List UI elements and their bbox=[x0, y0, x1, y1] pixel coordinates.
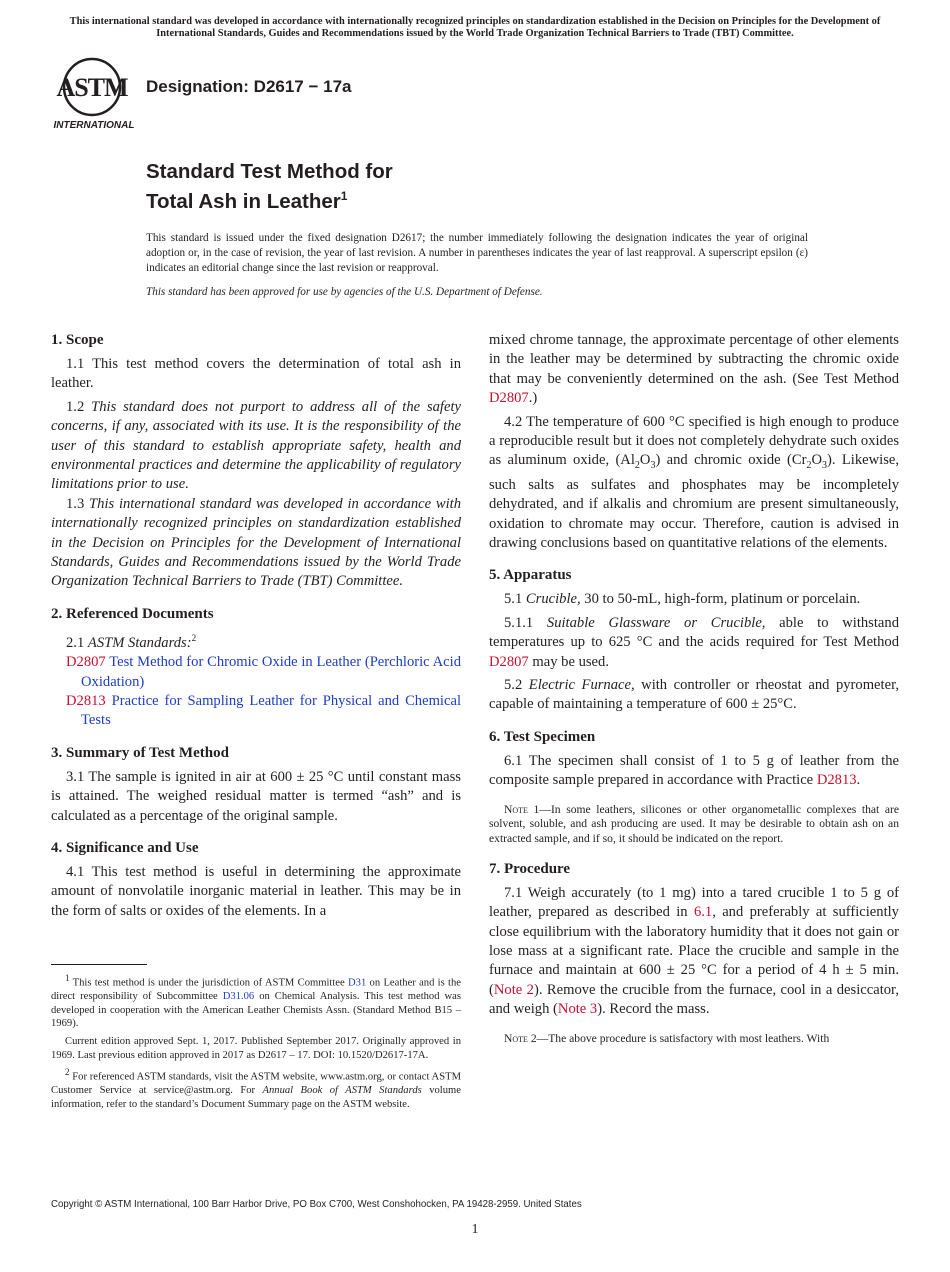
para-4-2 bbox=[489, 413, 899, 554]
footnote-2-text-a: For referenced ASTM standards, visit the ASTM website, www.astm.org, or contact ASTM Customer Service at service@astm.org. For bbox=[51, 1071, 461, 1097]
para-6-1-end: . bbox=[856, 772, 861, 789]
para-5-1-1-term: Suitable Glassware or Crucible, bbox=[546, 614, 766, 631]
ref-d2807 bbox=[51, 653, 461, 692]
top-notice: This international standard was developed in accordance with internationally recognized principles on standardization established in the Decision on Principles for the Development of International Standards, Guides and Recommendations issued by the World Trade Organization Technical Barriers to Trade (TBT) Committee. bbox=[69, 16, 881, 39]
d2807-link-4-1[interactable]: D2807 bbox=[489, 390, 529, 407]
logo-sub: INTERNATIONAL bbox=[53, 120, 135, 131]
note-2-label: Note 2 bbox=[504, 1031, 537, 1045]
footnote-1-text-a: This test method is under the jurisdiction of ASTM Committee bbox=[69, 977, 349, 989]
para-5-2-text: with controller or rheostat and pyrometer, capable of maintaining a temperature of 600 ± 25°C. bbox=[489, 677, 899, 713]
al-sub-2: 2 bbox=[634, 460, 640, 472]
footnotes bbox=[51, 972, 461, 1115]
section-2-heading: 2. Referenced Documents bbox=[51, 605, 214, 622]
para-1-1: 1.1 This test method covers the determination of total ash in leather. bbox=[51, 356, 461, 392]
para-5-1 bbox=[489, 590, 899, 609]
section-3-heading: 3. Summary of Test Method bbox=[51, 744, 229, 761]
section-6-heading: 6. Test Specimen bbox=[489, 728, 596, 745]
para-5-1-1-num: 5.1.1 bbox=[504, 614, 534, 631]
para-5-2-term: Electric Furnace, bbox=[528, 677, 635, 693]
note-2 bbox=[489, 1032, 899, 1047]
section-5-heading: 5. Apparatus bbox=[489, 567, 572, 584]
ref-d2807-code-link[interactable]: D2807 bbox=[66, 654, 106, 671]
para-3-1: 3.1 The sample is ignited in air at 600 ± 25 °C until constant mass is attained. The weighed residual matter is termed “ash” and is calculated as a percentage of the original sample. bbox=[51, 768, 461, 824]
para-5-2-num: 5.2 bbox=[504, 677, 523, 693]
para-1-3 bbox=[51, 495, 461, 592]
footnote-rule bbox=[51, 964, 147, 965]
ref-d2813 bbox=[51, 692, 461, 731]
footnote-1-text-b: on Leather and is the direct responsibility of Subcommittee bbox=[51, 977, 461, 1003]
note-1-text: —In some leathers, silicones or other organometallic complexes that are solvent, soluble, and ash producing are used. It may be desirable to obtain ash on an extracted sample, and if so, it should be indicated on the report. bbox=[489, 802, 899, 846]
para-2-1-sup: 2 bbox=[191, 632, 197, 643]
para-4-2-e: ). Likewise, such salts as sulfates and phosphates may be incompletely dehydrated, and if alkalis and chromium are present simultaneously, oxidation to chromate may occur. Therefore, caution is advised in drawing conclusions based on quantitative relations of the elements. bbox=[489, 452, 899, 551]
title-line-2-text: Total Ash in Leather bbox=[146, 189, 341, 213]
document-title bbox=[146, 159, 566, 214]
para-7-1-c: ). Remove the crucible from the furnace, cool in a desiccator, and weigh ( bbox=[489, 981, 899, 1018]
para-4-2-d: O bbox=[811, 452, 822, 469]
para-5-2 bbox=[489, 676, 899, 715]
subcommittee-d31-06-link[interactable]: D31.06 bbox=[222, 991, 255, 1003]
left-column bbox=[51, 330, 461, 921]
astm-logo-icon bbox=[52, 55, 136, 133]
note-1 bbox=[489, 803, 899, 847]
para-4-1-start: 4.1 This test method is useful in determining the approximate amount of nonvolatile inorganic material in leather. This may be in the form of salts or oxides of the elements. In a bbox=[51, 863, 461, 919]
para-6-1 bbox=[489, 752, 899, 791]
committee-d31-link[interactable]: D31 bbox=[348, 977, 367, 989]
footnote-1-text-c: on Chemical Analysis. This test method was developed in cooperation with the American Leather Chemists Assn. (Standard Method B15 – 1969). bbox=[51, 991, 461, 1030]
cr-sub-3: 3 bbox=[822, 460, 827, 472]
para-1-3-num: 1.3 bbox=[66, 495, 85, 512]
para-1-2-text: This standard does not purport to address all of the safety concerns, if any, associated with its use. It is the responsibility of the user of this standard to establish appropriate safety, health and environmental practices and determine the applicability of regulatory limitations prior to use. bbox=[51, 398, 461, 493]
dod-approval: This standard has been approved for use by agencies of the U.S. Department of Defense. bbox=[146, 286, 543, 298]
issued-statement: This standard is issued under the fixed designation D2617; the number immediately following the designation indicates the year of original adoption or, in the case of revision, the year of last revision. A number in parentheses indicates the year of last reapproval. A superscript epsilon (ε) indicates an editorial change since the last revision or reapproval. bbox=[146, 232, 808, 274]
para-1-2 bbox=[51, 398, 461, 495]
footnote-2-text-b: volume information, refer to the standard’s Document Summary page on the ASTM website. bbox=[51, 1085, 461, 1110]
note-3-link[interactable]: Note 3 bbox=[557, 1001, 598, 1018]
section-1-heading: 1. Scope bbox=[51, 332, 104, 348]
para-2-1-text: ASTM Standards: bbox=[87, 634, 192, 651]
para-4-2-c: ) and chromic oxide (Cr bbox=[655, 452, 807, 469]
designation: Designation: D2617 − 17a bbox=[146, 77, 352, 96]
para-5-1-1-text: able to withstand temperatures up to 625 °C and the acids required for Test Method bbox=[489, 614, 899, 651]
copyright: Copyright © ASTM International, 100 Barr Harbor Drive, PO Box C700, West Conshohocken, PA 19428-2959. United States bbox=[51, 1199, 582, 1210]
d2813-link-6-1[interactable]: D2813 bbox=[816, 772, 857, 789]
para-4-1-end: .) bbox=[528, 390, 538, 407]
para-7-1 bbox=[489, 884, 899, 1020]
section-7-heading: 7. Procedure bbox=[489, 860, 571, 877]
note-1-label: Note 1 bbox=[504, 802, 540, 816]
section-4-heading: 4. Significance and Use bbox=[51, 839, 199, 856]
para-2-1-num: 2.1 bbox=[66, 634, 85, 651]
footnote-2-italic: Annual Book of ASTM Standards bbox=[262, 1085, 422, 1097]
footnote-2-mark: 2 bbox=[65, 1067, 70, 1078]
title-footnote-mark: 1 bbox=[340, 189, 348, 203]
note-2-link[interactable]: Note 2 bbox=[493, 981, 534, 998]
para-4-2-b: O bbox=[639, 452, 651, 469]
d2807-link-5-1-1[interactable]: D2807 bbox=[489, 653, 529, 670]
para-5-1-num: 5.1 bbox=[504, 591, 523, 608]
para-5-1-1-end: may be used. bbox=[528, 653, 609, 670]
logo-mark: ASTM bbox=[56, 73, 128, 102]
para-2-1 bbox=[51, 629, 461, 653]
para-7-1-a: 7.1 Weigh accurately (to 1 mg) into a tared crucible 1 to 5 g of leather, prepared as described in bbox=[489, 884, 899, 921]
para-5-1-term: Crucible, bbox=[525, 591, 581, 608]
page-number: 1 bbox=[471, 1222, 479, 1237]
footnote-edition: Current edition approved Sept. 1, 2017. Published September 2017. Originally approved in 1969. Last previous edition approved in 2017 as D2617 – 17. DOI: 10.1520/D2617-17A. bbox=[51, 1035, 461, 1061]
footnote-1 bbox=[51, 972, 461, 1031]
note-2-text: —The above procedure is satisfactory with most leathers. With bbox=[536, 1031, 830, 1045]
al-sub-3: 3 bbox=[650, 460, 656, 472]
ref-d2813-title-link[interactable]: Practice for Sampling Leather for Physical and Chemical Tests bbox=[81, 692, 461, 729]
ref-d2813-code-link[interactable]: D2813 bbox=[66, 692, 106, 709]
right-column bbox=[489, 331, 899, 1046]
para-1-3-text: This international standard was developed in accordance with internationally recognized principles on standardization established in the Decision on Principles for the Development of International Standards, Guides and Recommendations issued by the World Trade Organization Technical Barriers to Trade (TBT) Committee. bbox=[51, 495, 462, 590]
ref-d2807-title-link[interactable]: Test Method for Chromic Oxide in Leather (Perchloric Acid Oxidation) bbox=[81, 654, 461, 690]
para-4-1-cont bbox=[489, 331, 899, 409]
para-4-2-a: 4.2 The temperature of 600 °C specified is high enough to produce a reproducible result but it does not completely dehydrate such oxides as aluminum oxide, (Al bbox=[489, 413, 899, 469]
cr-sub-2: 2 bbox=[806, 460, 812, 472]
section-6-1-link[interactable]: 6.1 bbox=[693, 904, 713, 921]
para-4-1-cont-text: mixed chrome tannage, the approximate percentage of other elements in the leather may be determined by subtracting the chromic oxide that may be conveniently determined on the ash. (See Test Method bbox=[489, 332, 899, 387]
footnote-1-mark: 1 bbox=[65, 973, 70, 983]
title-line-1: Standard Test Method for bbox=[146, 160, 393, 183]
para-5-1-text: 30 to 50-mL, high-form, platinum or porcelain. bbox=[580, 591, 861, 608]
para-6-1-text: 6.1 The specimen shall consist of 1 to 5 g of leather from the composite sample prepared in accordance with Practice bbox=[489, 752, 899, 789]
footnote-2 bbox=[51, 1066, 461, 1111]
para-1-2-num: 1.2 bbox=[66, 398, 85, 415]
para-7-1-b: , and preferably at sufficiently close equilibrium with the laboratory humidity that it does not gain or lose mass at a significant rate. Place the crucible and sample in the furnace and maintain at 600 ± 25 °C for a period of 4 h ± 5 min. ( bbox=[489, 904, 899, 998]
para-7-1-d: ). Record the mass. bbox=[597, 1001, 710, 1018]
para-5-1-1 bbox=[489, 614, 899, 672]
title-line-2 bbox=[146, 184, 566, 214]
